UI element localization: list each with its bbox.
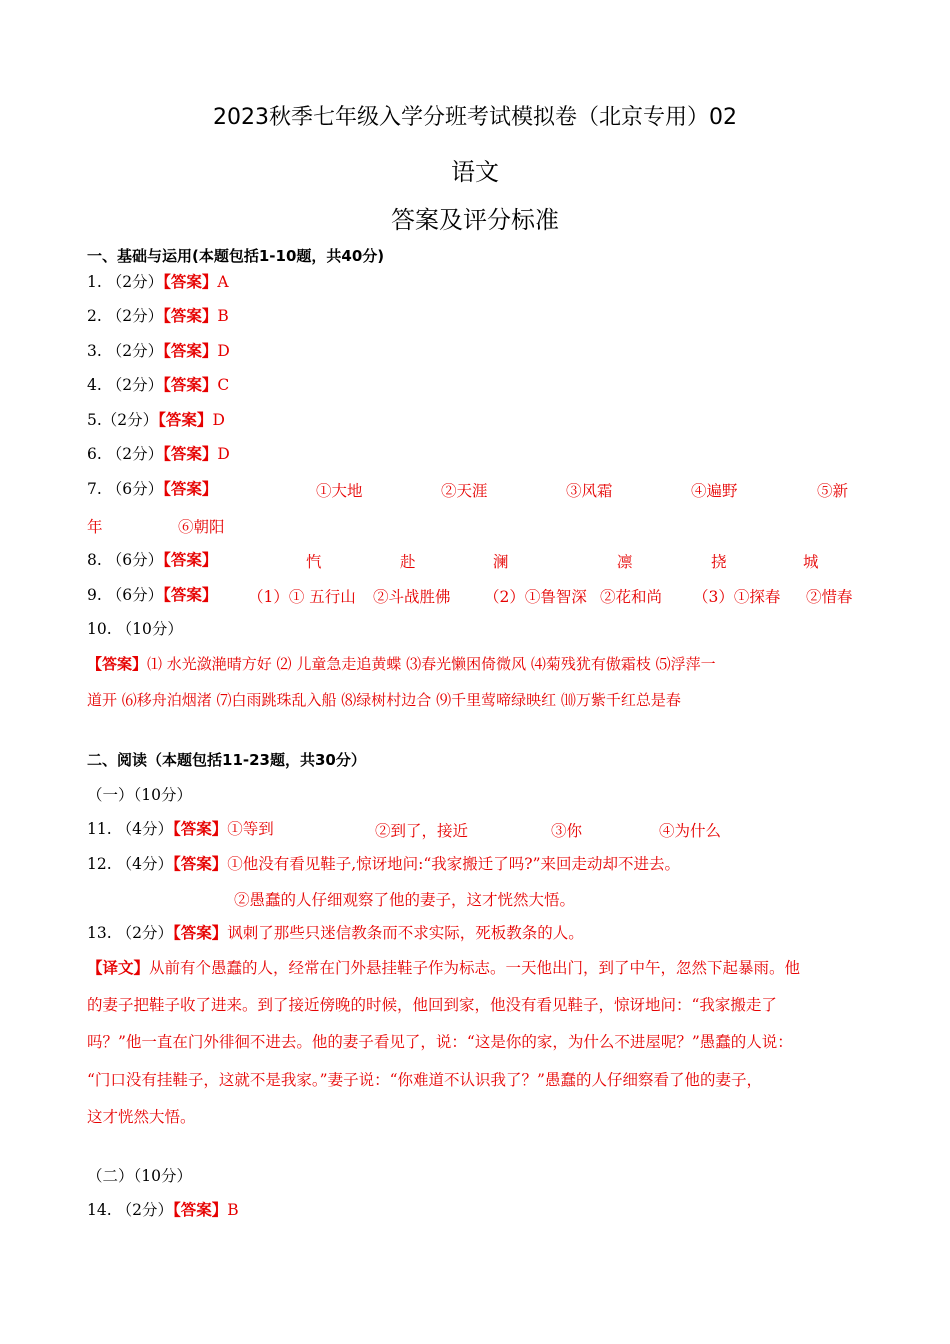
page-title: 2023秋季七年级入学分班考试模拟卷（北京专用）02 <box>213 105 737 130</box>
part-heading: （二）（10分） <box>87 1167 192 1185</box>
q10-answer-line: 道开 ⑹移舟泊烟渚 ⑺白雨跳珠乱入船 ⑻绿树村边合 ⑼千里莺啼绿映红 ⑽万紫千红总是春 <box>87 691 681 709</box>
question-13: 13. （2分）【答案】讽刺了那些只迷信教条而不求实际，死板教条的人。 <box>87 923 584 942</box>
question-10: 10. （10分） <box>87 620 183 638</box>
question-3: 3. （2分）【答案】D <box>87 341 230 360</box>
q7-item: ④遍野 <box>691 482 738 500</box>
translation-line: “门口没有挂鞋子，这就不是我家。”妻子说：“你难道不认识我了？”愚蠢的人仔细察看了他的妻子， <box>87 1071 762 1089</box>
q11-item: ②到了，接近 <box>375 822 469 840</box>
q9-item: ②惜春 <box>806 588 853 606</box>
q12-answer-2: ②愚蠢的人仔细观察了他的妻子，这才恍然大悟。 <box>234 891 576 909</box>
q8-item: 挠 <box>711 553 727 571</box>
translation-line: 的妻子把鞋子收了进来。到了接近傍晚的时候，他回到家，他没有看见鞋子，惊讶地问：“我家搬走了 <box>87 996 777 1014</box>
question-6: 6. （2分）【答案】D <box>87 444 230 463</box>
answer-subtitle: 答案及评分标准 <box>391 206 559 234</box>
section-heading: 二、阅读（本题包括11-23题，共30分） <box>87 751 366 769</box>
question-14: 14. （2分）【答案】B <box>87 1200 239 1219</box>
q7-item: ⑤新 <box>817 482 849 500</box>
question-9: 9. （6分）【答案】 <box>87 585 218 604</box>
section-heading: 一、基础与运用(本题包括1-10题，共40分) <box>87 247 385 265</box>
q9-item: （3）①探春 <box>693 588 781 606</box>
q8-item: 忾 <box>306 553 322 571</box>
question-2: 2. （2分）【答案】B <box>87 306 229 325</box>
part-heading: （一）（10分） <box>87 786 192 804</box>
q8-item: 凛 <box>617 553 633 571</box>
q9-item: ②斗战胜佛 <box>373 588 451 606</box>
question-12: 12. （4分）【答案】①他没有看见鞋子,惊讶地问:“我家搬迁了吗?”来回走动却不进去。 <box>87 854 681 873</box>
q7-item: ①大地 <box>316 482 363 500</box>
question-8: 8. （6分）【答案】 <box>87 550 218 569</box>
q8-item: 城 <box>803 553 819 571</box>
q9-item: ②花和尚 <box>600 588 663 606</box>
q8-item: 澜 <box>493 553 509 571</box>
q8-item: 赴 <box>400 553 416 571</box>
q7-item: ⑥朝阳 <box>178 518 225 536</box>
subject-title: 语文 <box>451 158 499 186</box>
question-7: 7. （6分）【答案】 <box>87 479 218 498</box>
translation-line: 【译文】从前有个愚蠢的人，经常在门外悬挂鞋子作为标志。一天他出门，到了中午，忽然下起暴雨。他 <box>87 958 801 977</box>
q9-item: （1）① 五行山 <box>248 588 356 606</box>
q11-item: ④为什么 <box>659 822 722 840</box>
q7-item: ③风霜 <box>566 482 613 500</box>
q7-item: ②天涯 <box>441 482 488 500</box>
question-11: 11. （4分）【答案】①等到 <box>87 819 274 838</box>
translation-line: 这才恍然大悟。 <box>87 1108 196 1126</box>
q11-item: ③你 <box>551 822 583 840</box>
translation-line: 吗？”他一直在门外徘徊不进去。他的妻子看见了，说：“这是你的家，为什么不进屋呢？”愚蠢的人说： <box>87 1033 793 1051</box>
question-4: 4. （2分）【答案】C <box>87 375 230 394</box>
q10-answer-line: 【答案】⑴ 水光潋滟晴方好 ⑵ 儿童急走追黄蝶 ⑶春光懒困倚微风 ⑷菊残犹有傲霜枝 ⑸浮萍一 <box>87 655 716 673</box>
question-5: 5.（2分）【答案】D <box>87 410 225 429</box>
q7-item: 年 <box>87 518 103 536</box>
q9-item: （2）①鲁智深 <box>484 588 587 606</box>
question-1: 1. （2分）【答案】A <box>87 272 229 291</box>
